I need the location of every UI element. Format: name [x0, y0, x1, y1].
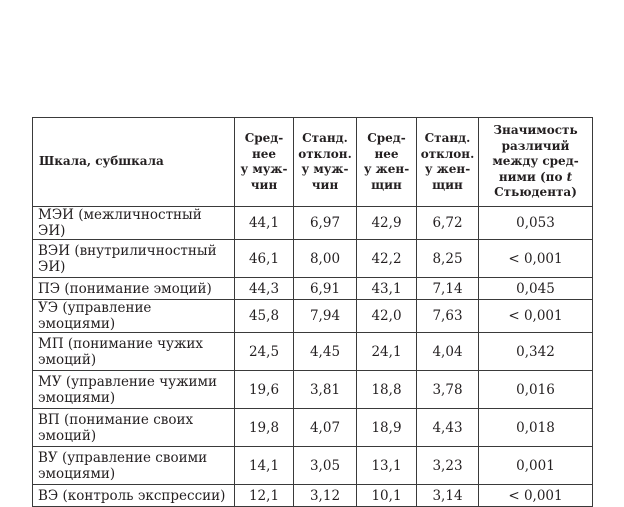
header-significance-text-end: Стьюдента): [494, 185, 577, 200]
header-significance-text-start: Значимость различий между сред- ними (по: [492, 123, 579, 184]
significance-cell: 0,018: [479, 409, 593, 447]
mean-men-cell: 44,3: [235, 278, 294, 300]
header-significance: [479, 118, 593, 207]
sd-men-cell: 7,94: [294, 300, 357, 333]
table-row: [33, 333, 593, 371]
scale-name-cell: ВУ (управление своими эмоциями): [33, 447, 235, 485]
sd-women-cell: 4,04: [417, 333, 479, 371]
sd-men-cell: 4,45: [294, 333, 357, 371]
significance-cell: < 0,001: [479, 300, 593, 333]
sd-women-cell: 7,14: [417, 278, 479, 300]
sd-women-cell: 8,25: [417, 240, 479, 278]
significance-cell: 0,001: [479, 447, 593, 485]
mean-women-cell: 18,8: [357, 371, 417, 409]
significance-cell: 0,016: [479, 371, 593, 409]
mean-men-cell: 45,8: [235, 300, 294, 333]
significance-cell: 0,045: [479, 278, 593, 300]
scale-name-cell: ПЭ (понимание эмоций): [33, 278, 235, 300]
scale-name-cell: МЭИ (межличностный ЭИ): [33, 207, 235, 240]
table-row: [33, 485, 593, 507]
sd-women-cell: 6,72: [417, 207, 479, 240]
mean-men-cell: 12,1: [235, 485, 294, 507]
table-header-row: [33, 118, 593, 207]
emotional-intelligence-table: [32, 117, 593, 507]
mean-men-cell: 19,6: [235, 371, 294, 409]
mean-men-cell: 19,8: [235, 409, 294, 447]
sd-men-cell: 3,12: [294, 485, 357, 507]
sd-men-cell: 3,05: [294, 447, 357, 485]
header-sd-women: Станд. отклон. у жен- щин: [417, 118, 479, 207]
sd-men-cell: 3,81: [294, 371, 357, 409]
scale-name-cell: ВП (понимание своих эмоций): [33, 409, 235, 447]
mean-women-cell: 18,9: [357, 409, 417, 447]
mean-women-cell: 43,1: [357, 278, 417, 300]
mean-women-cell: 42,0: [357, 300, 417, 333]
header-mean-women: Сред- нее у жен- щин: [357, 118, 417, 207]
scale-name-cell: ВЭИ (внутриличностный ЭИ): [33, 240, 235, 278]
significance-cell: 0,053: [479, 207, 593, 240]
table-row: [33, 278, 593, 300]
table-row: [33, 300, 593, 333]
scale-name-cell: ВЭ (контроль экспрессии): [33, 485, 235, 507]
table-row: [33, 240, 593, 278]
scale-name-cell: МП (понимание чужих эмоций): [33, 333, 235, 371]
table-row: [33, 447, 593, 485]
scale-name-cell: УЭ (управление эмоциями): [33, 300, 235, 333]
sd-women-cell: 3,23: [417, 447, 479, 485]
sd-women-cell: 3,78: [417, 371, 479, 409]
sd-women-cell: 3,14: [417, 485, 479, 507]
table-row: [33, 409, 593, 447]
sd-women-cell: 4,43: [417, 409, 479, 447]
scale-name-cell: МУ (управление чужими эмоциями): [33, 371, 235, 409]
significance-cell: < 0,001: [479, 240, 593, 278]
header-significance-t: t: [566, 169, 573, 184]
header-mean-men: Сред- нее у муж- чин: [235, 118, 294, 207]
sd-men-cell: 6,91: [294, 278, 357, 300]
table-row: [33, 207, 593, 240]
significance-cell: 0,342: [479, 333, 593, 371]
mean-men-cell: 14,1: [235, 447, 294, 485]
header-scale: Шкала, субшкала: [33, 118, 235, 207]
mean-men-cell: 46,1: [235, 240, 294, 278]
mean-women-cell: 42,9: [357, 207, 417, 240]
table-row: [33, 371, 593, 409]
sd-men-cell: 4,07: [294, 409, 357, 447]
mean-women-cell: 42,2: [357, 240, 417, 278]
sd-women-cell: 7,63: [417, 300, 479, 333]
mean-women-cell: 13,1: [357, 447, 417, 485]
statistics-table-container: [32, 117, 592, 507]
mean-men-cell: 24,5: [235, 333, 294, 371]
mean-women-cell: 24,1: [357, 333, 417, 371]
mean-women-cell: 10,1: [357, 485, 417, 507]
header-sd-men: Станд. отклон. у муж- чин: [294, 118, 357, 207]
mean-men-cell: 44,1: [235, 207, 294, 240]
sd-men-cell: 6,97: [294, 207, 357, 240]
sd-men-cell: 8,00: [294, 240, 357, 278]
significance-cell: < 0,001: [479, 485, 593, 507]
table-body: [33, 207, 593, 507]
